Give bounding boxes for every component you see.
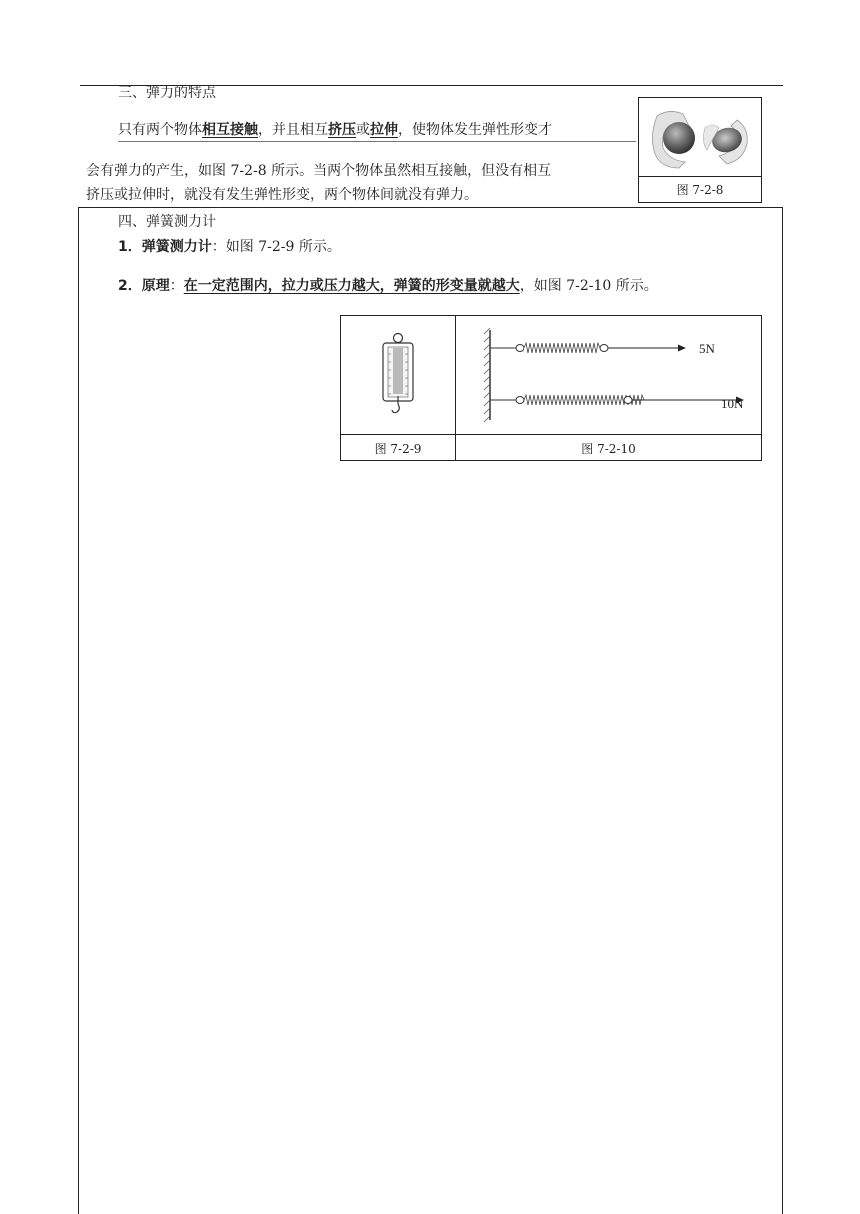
- force-label-bottom: 10N: [721, 396, 744, 411]
- section4-heading: 四、弹簧测力计: [118, 214, 216, 230]
- figure-7-2-8-caption: 图 7-2-8: [676, 183, 724, 197]
- section3-line2: 会有弹力的产生，如图 7-2-8 所示。当两个物体虽然相互接触，但没有相互: [86, 163, 552, 179]
- fruit-in-hands-image: [639, 98, 761, 174]
- table-right-border: [782, 207, 783, 1214]
- force-label-top: 5N: [699, 341, 715, 356]
- section3-line3: 挤压或拉伸时，就没有发生弹性形变，两个物体间就没有弹力。: [86, 187, 478, 203]
- figure-7-2-10-caption: 图 7-2-10: [581, 442, 636, 456]
- table-left-border: [78, 207, 79, 1214]
- spring-stretch-diagram: [456, 316, 761, 434]
- figure-7-2-9-caption: 图 7-2-9: [374, 442, 422, 456]
- section3-heading: 三、弹力的特点: [118, 85, 216, 101]
- figure-group-9-10: [340, 315, 762, 461]
- spring-scale-diagram: [341, 316, 455, 434]
- figure-7-2-8: [638, 97, 762, 203]
- table-top-border: [78, 207, 783, 208]
- section4-item2: 2．原理：在一定范围内，拉力或压力越大，弹簧的形变量就越大，如图 7-2-10 所示。: [118, 278, 658, 294]
- section4-item1: 1．弹簧测力计：如图 7-2-9 所示。: [118, 239, 341, 255]
- section3-line1: 只有两个物体相互接触，并且相互挤压或拉伸，使物体发生弹性形变才: [118, 121, 636, 142]
